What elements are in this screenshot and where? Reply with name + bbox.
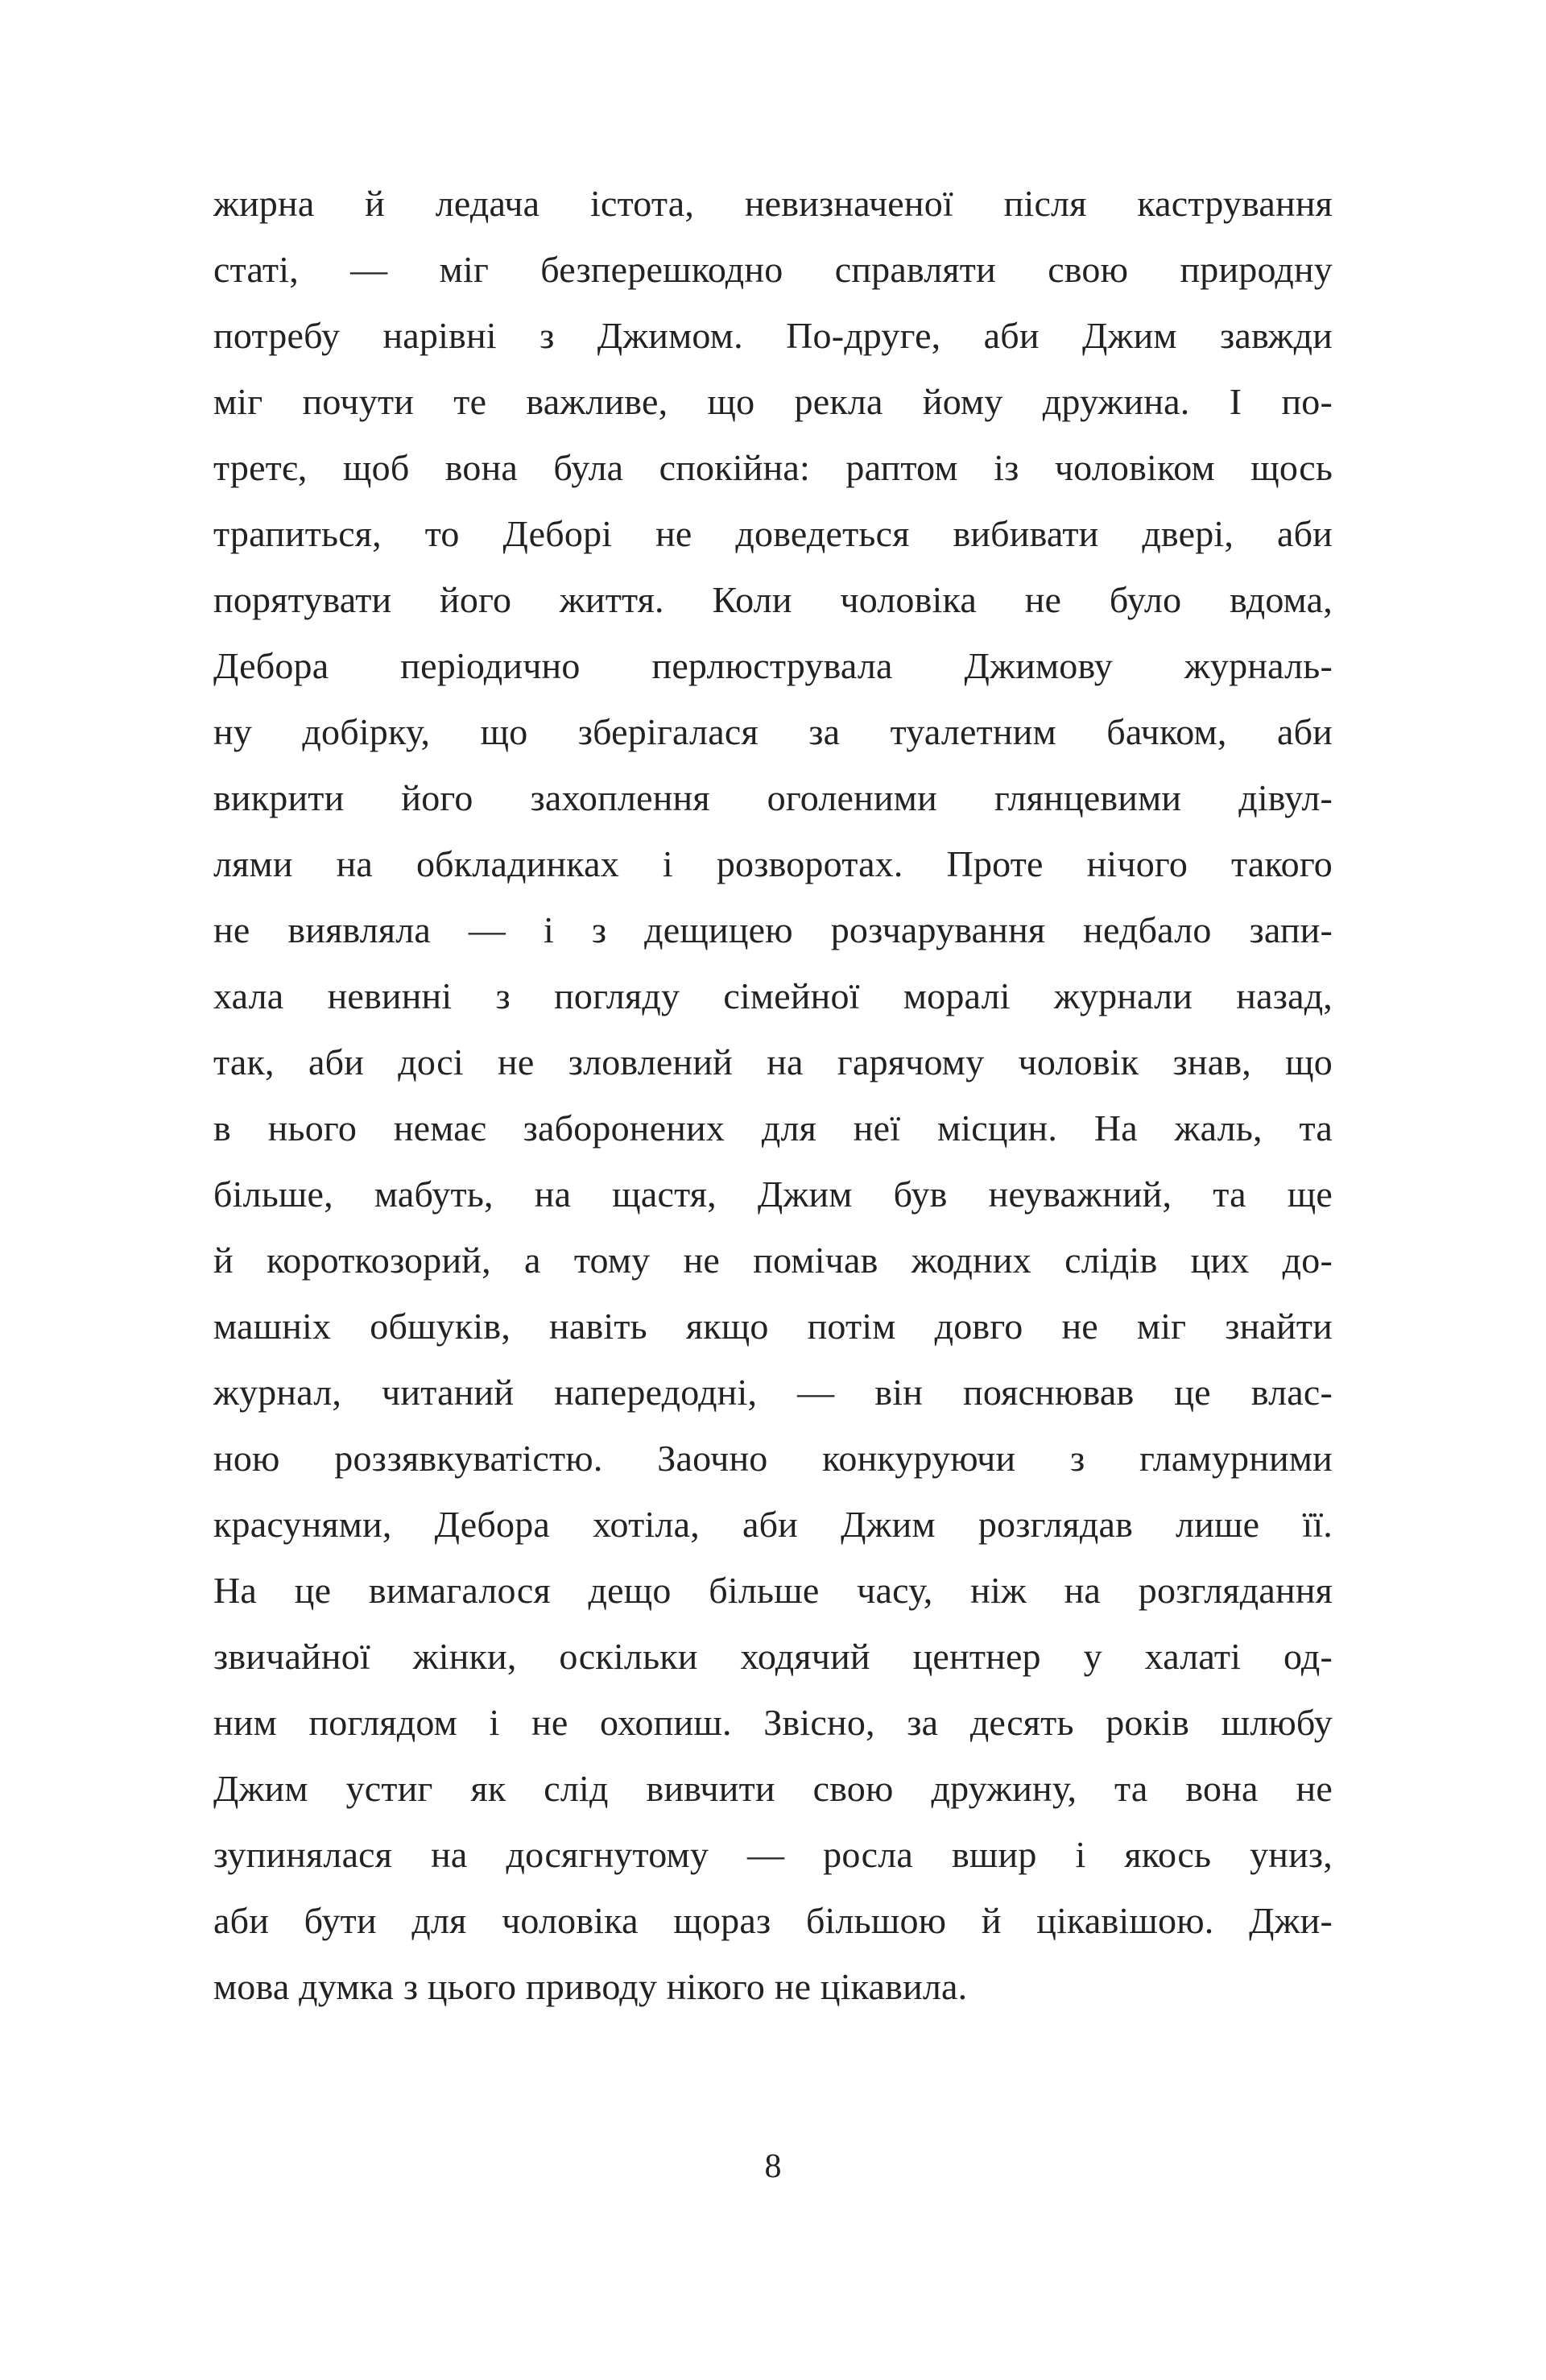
text-line: красунями, Дебора хотіла, аби Джим розглядав лише її. [213, 1504, 1333, 1545]
text-line: потребу нарівні з Джимом. По-друге, аби Джим завжди [213, 315, 1333, 356]
text-line: журнал, читаний напередодні, — він пояснював це влас- [213, 1372, 1333, 1413]
page-text [213, 171, 1333, 2020]
text-line: ним поглядом і не охопиш. Звісно, за десять років шлюбу [213, 1702, 1333, 1743]
text-line: в нього немає заборонених для неї місцин. На жаль, та [213, 1107, 1333, 1149]
text-line: третє, щоб вона була спокійна: раптом із чоловіком щось [213, 447, 1333, 488]
text-line: зупинялася на досягнутому — росла вшир і якось униз, [213, 1834, 1333, 1875]
text-line: звичайної жінки, оскільки ходячий центнер у халаті од- [213, 1636, 1333, 1677]
text-line: хала невинні з погляду сімейної моралі журнали назад, [213, 975, 1333, 1016]
text-line: Дебора періодично перлюструвала Джимову журналь- [213, 645, 1333, 686]
text-line: На це вимагалося дещо більше часу, ніж на розглядання [213, 1570, 1333, 1611]
text-line: жирна й ледача істота, невизначеної після кастрування [213, 183, 1333, 224]
text-line: Джим устиг як слід вивчити свою дружину, та вона не [213, 1768, 1333, 1809]
text-line: порятувати його життя. Коли чоловіка не було вдома, [213, 579, 1333, 620]
text-line: аби бути для чоловіка щораз більшою й цікавішою. Джи- [213, 1900, 1333, 1941]
text-line: й короткозорий, а тому не помічав жодних слідів цих до- [213, 1240, 1333, 1281]
text-line: ну добірку, що зберігалася за туалетним бачком, аби [213, 711, 1333, 752]
text-line: викрити його захоплення оголеними глянцевими дівул- [213, 777, 1333, 818]
text-line: статі, — міг безперешкодно справляти свою природну [213, 249, 1333, 290]
text-line: міг почути те важливе, що рекла йому дружина. І по- [213, 381, 1333, 422]
page-number: 8 [764, 2148, 782, 2185]
text-line: машніх обшуків, навіть якщо потім довго не міг знайти [213, 1306, 1333, 1347]
text-line: так, аби досі не зловлений на гарячому чоловік знав, що [213, 1041, 1333, 1082]
text-line: лями на обкладинках і розворотах. Проте нічого такого [213, 843, 1333, 884]
text-line: не виявляла — і з дещицею розчарування недбало запи- [213, 909, 1333, 950]
text-line: ною роззявкуватістю. Заочно конкуруючи з гламурними [213, 1438, 1333, 1479]
text-line: більше, мабуть, на щастя, Джим був неуважний, та ще [213, 1173, 1333, 1215]
text-line: трапиться, то Деборі не доведеться вибивати двері, аби [213, 513, 1333, 554]
text-line: мова думка з цього приводу нікого не цікавила. [213, 1966, 968, 2007]
